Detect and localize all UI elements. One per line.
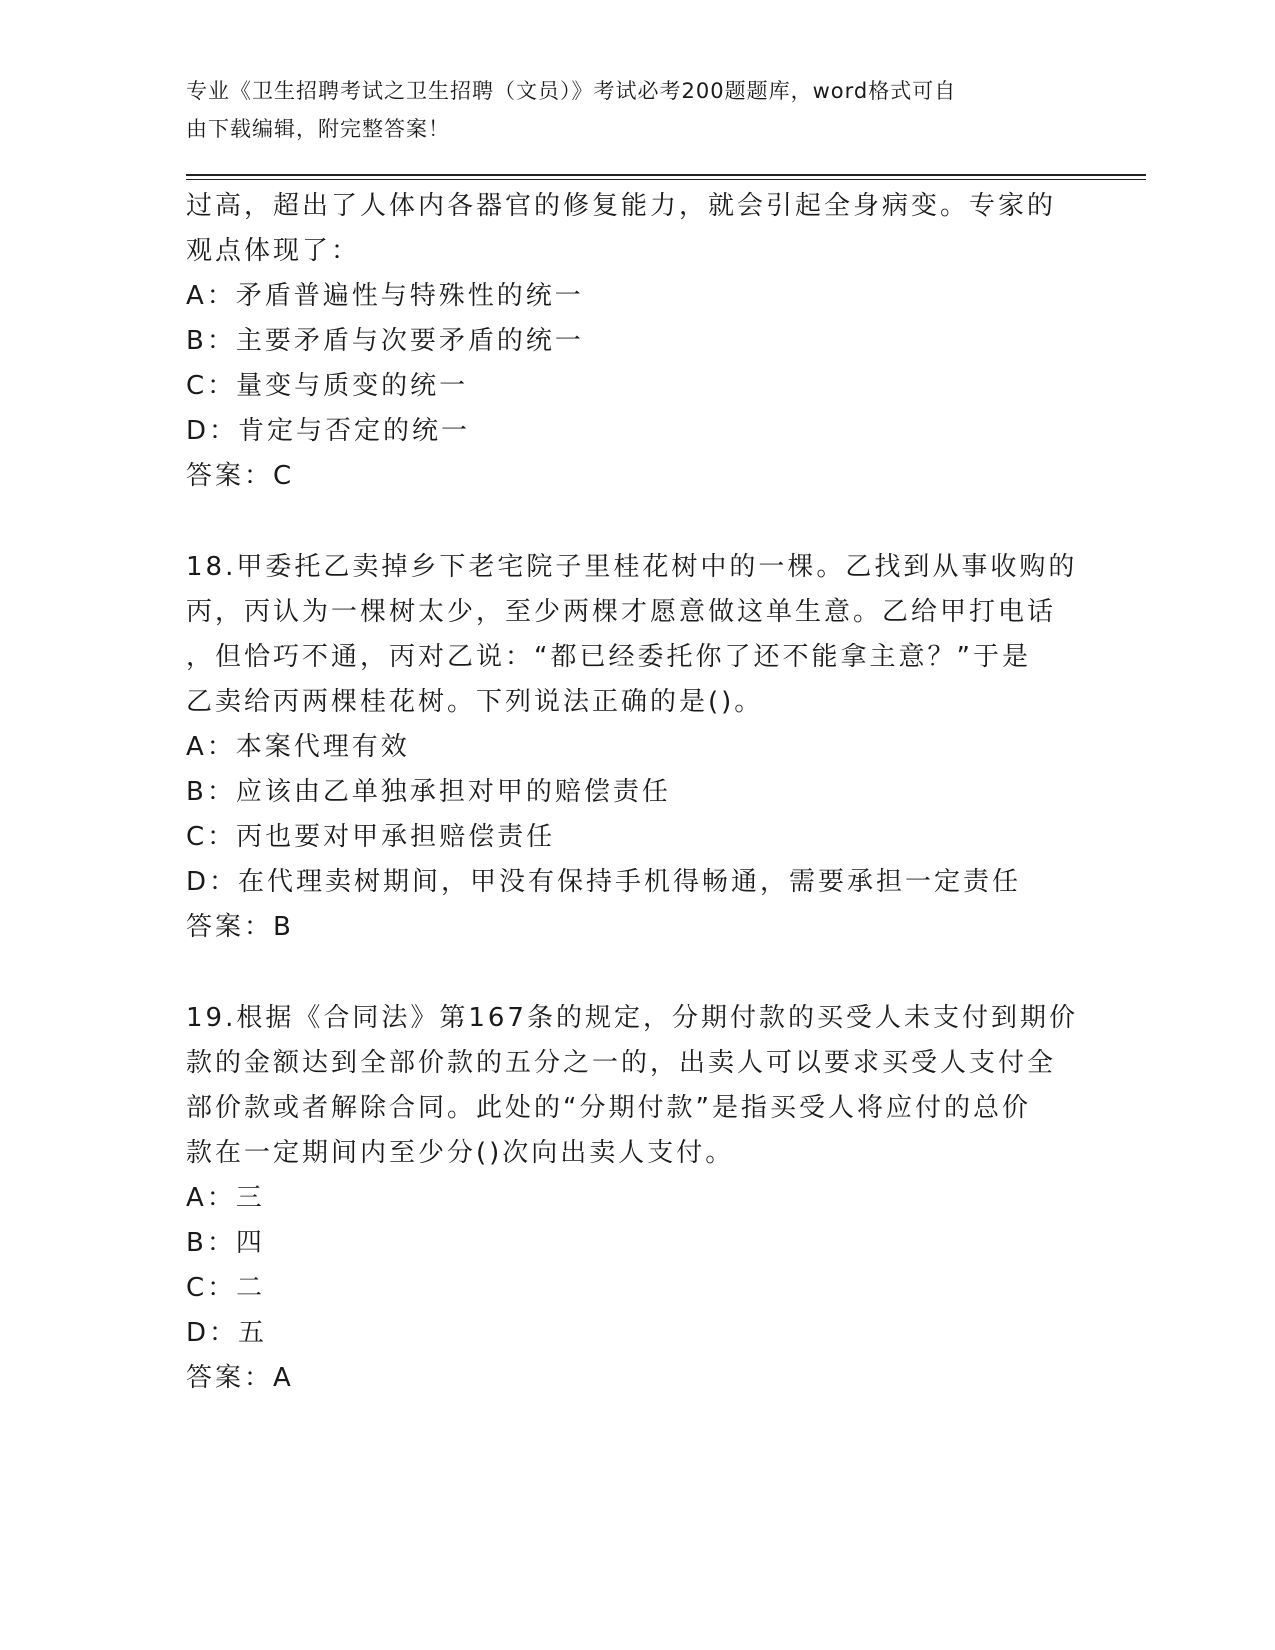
question-stem-line: 部价款或者解除合同。此处的“分期付款”是指买受人将应付的总价 [186, 1093, 1031, 1123]
option-b: B：四 [186, 1228, 265, 1258]
question-spacer [186, 499, 1086, 545]
question-stem-line: 款的金额达到全部价款的五分之一的，出卖人可以要求买受人支付全 [186, 1048, 1057, 1078]
question-stem-line: 过高，超出了人体内各器官的修复能力，就会引起全身病变。专家的 [186, 191, 1057, 221]
question-spacer [186, 950, 1086, 996]
header-divider [186, 174, 1146, 180]
option-a: A：三 [186, 1183, 265, 1213]
option-c: C：二 [186, 1273, 266, 1303]
question-stem-line: 丙，丙认为一棵树太少，至少两棵才愿意做这单生意。乙给甲打电话 [186, 597, 1057, 627]
answer-line: 答案：B [186, 912, 294, 942]
question-stem-line: 观点体现了： [186, 236, 361, 266]
question-stem-line: 款在一定期间内至少分()次向出卖人支付。 [186, 1138, 735, 1168]
header-line-1: 专业《卫生招聘考试之卫生招聘（文员）》考试必考200题题库，word格式可自 [186, 79, 957, 103]
option-a: A：矛盾普遍性与特殊性的统一 [186, 281, 584, 311]
option-b: B：主要矛盾与次要矛盾的统一 [186, 326, 584, 356]
option-d: D：在代理卖树期间，甲没有保持手机得畅通，需要承担一定责任 [186, 867, 1022, 897]
option-a: A：本案代理有效 [186, 732, 410, 762]
question-17 [186, 184, 1086, 499]
answer-line: 答案：C [186, 461, 295, 491]
question-stem-line: ，但恰巧不通，丙对乙说：“都已经委托你了还不能拿主意？”于是 [186, 642, 1031, 672]
option-d: D：五 [186, 1318, 268, 1348]
question-stem-line: 18.甲委托乙卖掉乡下老宅院子里桂花树中的一棵。乙找到从事收购的 [186, 552, 1078, 582]
question-stem-line: 乙卖给丙两棵桂花树。下列说法正确的是()。 [186, 687, 764, 717]
option-b: B：应该由乙单独承担对甲的赔偿责任 [186, 777, 671, 807]
option-c: C：丙也要对甲承担赔偿责任 [186, 822, 556, 852]
question-19 [186, 996, 1086, 1401]
option-c: C：量变与质变的统一 [186, 371, 469, 401]
question-stem-line: 19.根据《合同法》第167条的规定，分期付款的买受人未支付到期价 [186, 1003, 1078, 1033]
question-18 [186, 545, 1086, 950]
option-d: D：肯定与否定的统一 [186, 416, 471, 446]
question-list [186, 184, 1086, 1401]
document-header [186, 72, 1086, 148]
header-line-2: 由下载编辑，附完整答案！ [186, 117, 450, 141]
answer-line: 答案：A [186, 1363, 294, 1393]
